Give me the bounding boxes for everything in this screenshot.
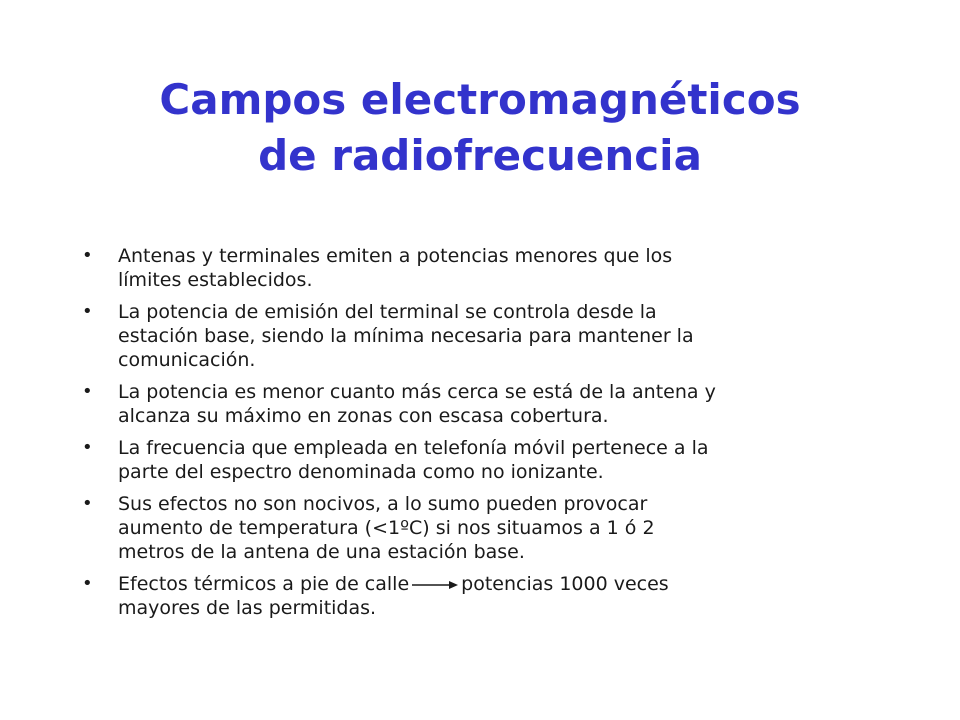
- bullet-text-5: Sus efectos no son nocivos, a lo sumo pueden provocar aumento de temperatura (<1ºC) si nos situamos a 1 ó 2 metros de la antena de una estación base.: [118, 493, 655, 563]
- bullet-text-6: [118, 572, 882, 620]
- bullet-dot: •: [82, 301, 93, 322]
- bullet-dot: •: [82, 573, 93, 594]
- bullet-dot: •: [82, 245, 93, 266]
- bullet-item-3: [82, 380, 882, 428]
- right-arrow-icon: [411, 579, 459, 591]
- bullet-dot: •: [82, 381, 93, 402]
- bullet-list: [82, 244, 882, 628]
- bullet-text-3: La potencia es menor cuanto más cerca se está de la antena y alcanza su máximo en zonas con escasa cobertura.: [118, 381, 716, 427]
- slide-title-line-2: de radiofrecuencia: [258, 131, 702, 180]
- bullet-item-6: [82, 572, 882, 620]
- bullet-item-1: [82, 244, 882, 292]
- bullet-item-4: [82, 436, 882, 484]
- slide-title: [80, 72, 880, 184]
- bullet-text-2: La potencia de emisión del terminal se controla desde la estación base, siendo la mínima necesaria para mantener la comunicación.: [118, 301, 694, 371]
- bullet-text-6-before-arrow: Efectos térmicos a pie de calle: [118, 573, 410, 595]
- bullet-text-4: La frecuencia que empleada en telefonía móvil pertenece a la parte del espectro denominada como no ionizante.: [118, 437, 709, 483]
- bullet-text-6-after-arrow: potencias 1000 veces mayores de las permitidas.: [118, 573, 669, 619]
- bullet-dot: •: [82, 437, 93, 458]
- bullet-item-2: [82, 300, 882, 372]
- bullet-item-5: [82, 492, 882, 564]
- bullet-text-1: Antenas y terminales emiten a potencias menores que los límites establecidos.: [118, 245, 673, 291]
- bullet-dot: •: [82, 493, 93, 514]
- slide-title-line-1: Campos electromagnéticos: [159, 75, 801, 124]
